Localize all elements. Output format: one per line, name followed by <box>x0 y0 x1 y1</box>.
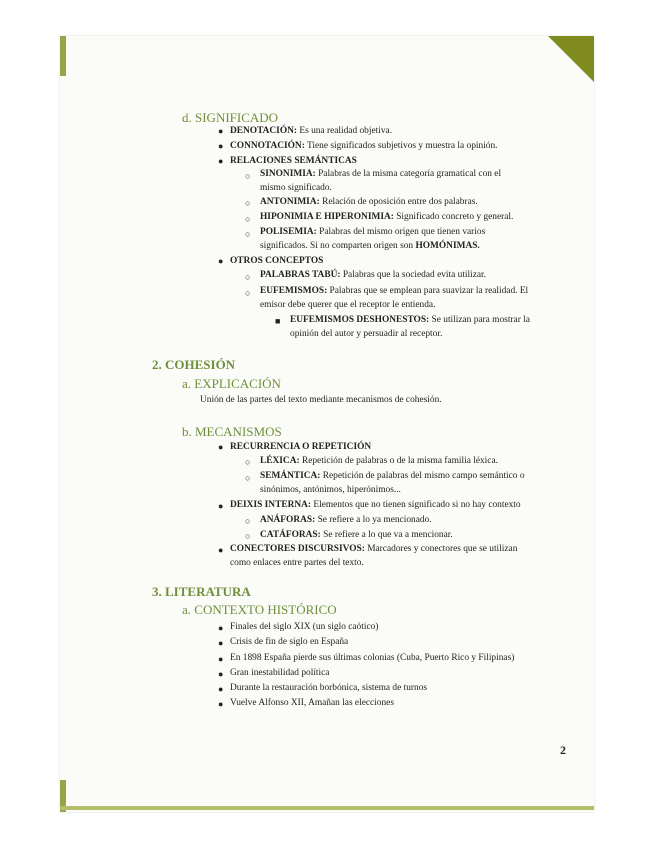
circle-bullet-icon: ○ <box>245 516 251 526</box>
list-item: PALABRAS TABÚ: Palabras que la sociedad evita utilizar. <box>260 270 487 280</box>
bullet-icon: ● <box>218 501 224 511</box>
bullet-icon: ● <box>218 684 224 694</box>
circle-bullet-icon: ○ <box>245 171 251 181</box>
page-number: 2 <box>560 743 566 757</box>
list-item: Vuelve Alfonso XII, Amañan las elecciones <box>230 698 394 708</box>
bullet-icon: ● <box>218 141 224 151</box>
bullet-icon: ● <box>218 699 224 709</box>
list-item: OTROS CONCEPTOS <box>230 256 324 266</box>
list-item: POLISEMIA: Palabras del mismo origen que tienen varios <box>260 227 486 237</box>
list-item: DEIXIS INTERNA: Elementos que no tienen significado si no hay contexto <box>230 500 521 510</box>
bullet-icon: ● <box>218 156 224 166</box>
list-item: En 1898 España pierde sus últimas colonias (Cuba, Puerto Rico y Filipinas) <box>230 653 515 663</box>
paragraph-text: Unión de las partes del texto mediante mecanismos de cohesión. <box>200 395 442 405</box>
subsection-heading-contexto: a. CONTEXTO HISTÓRICO <box>182 602 337 617</box>
list-item: EUFEMISMOS: Palabras que se emplean para suavizar la realidad. El <box>260 286 529 296</box>
circle-bullet-icon: ○ <box>245 229 251 239</box>
subsection-heading-explicacion: a. EXPLICACIÓN <box>182 376 281 391</box>
circle-bullet-icon: ○ <box>245 198 251 208</box>
list-item: RELACIONES SEMÁNTICAS <box>230 156 357 166</box>
list-item: ANTONIMIA: Relación de oposición entre dos palabras. <box>260 197 478 207</box>
list-item: CONECTORES DISCURSIVOS: Marcadores y conectores que se utilizan <box>230 544 518 554</box>
subsection-heading-mecanismos: b. MECANISMOS <box>182 424 282 439</box>
bullet-icon: ● <box>218 256 224 266</box>
list-item: CONNOTACIÓN: Tiene significados subjetivos y muestra la opinión. <box>230 141 498 151</box>
list-item: SINONIMIA: Palabras de la misma categoría gramatical con el <box>260 169 502 179</box>
bullet-icon: ● <box>218 545 224 555</box>
section-heading-significado: d. SIGNIFICADO <box>182 110 279 125</box>
bullet-icon: ● <box>218 623 224 633</box>
list-item: EUFEMISMOS DESHONESTOS: Se utilizan para mostrar la <box>290 315 530 325</box>
list-item: LÉXICA: Repetición de palabras o de la misma familia léxica. <box>260 456 498 466</box>
list-item: Crisis de fin de siglo en España <box>230 637 349 647</box>
bullet-icon: ● <box>218 126 224 136</box>
bullet-icon: ● <box>218 669 224 679</box>
list-item-continuation: emisor debe querer que el receptor le entienda. <box>260 300 436 310</box>
circle-bullet-icon: ○ <box>245 214 251 224</box>
bullet-icon: ● <box>218 442 224 452</box>
list-item-continuation: mismo significado. <box>260 183 332 193</box>
bullet-icon: ● <box>218 638 224 648</box>
square-bullet-icon: ■ <box>275 316 281 326</box>
list-item-continuation: opinión del autor y persuadir al receptor. <box>290 329 443 339</box>
circle-bullet-icon: ○ <box>245 473 251 483</box>
list-item: RECURRENCIA O REPETICIÓN <box>230 442 372 452</box>
circle-bullet-icon: ○ <box>245 531 251 541</box>
list-item: DENOTACIÓN: Es una realidad objetiva. <box>230 126 393 136</box>
corner-fold-decoration <box>548 36 594 82</box>
list-item: SEMÁNTICA: Repetición de palabras del mismo campo semántico o <box>260 471 525 481</box>
circle-bullet-icon: ○ <box>245 288 251 298</box>
list-item-continuation: como enlaces entre partes del texto. <box>230 558 364 568</box>
list-item: HIPONIMIA E HIPERONIMIA: Significado concreto y general. <box>260 212 514 222</box>
page-edge-decoration <box>60 36 66 76</box>
page-bottom-edge <box>60 806 594 810</box>
list-item-continuation: significados. Si no comparten origen son HOMÓNIMAS. <box>260 241 480 251</box>
list-item: Finales del siglo XIX (un siglo caótico) <box>230 622 379 632</box>
section-heading-literatura: 3. LITERATURA <box>152 584 251 599</box>
list-item: CATÁFORAS: Se refiere a lo que va a mencionar. <box>260 530 453 540</box>
circle-bullet-icon: ○ <box>245 457 251 467</box>
list-item: Durante la restauración borbónica, sistema de turnos <box>230 683 428 693</box>
bullet-icon: ● <box>218 654 224 664</box>
list-item-continuation: sinónimos, antónimos, hiperónimos... <box>260 485 401 495</box>
section-heading-cohesion: 2. COHESIÓN <box>152 357 236 372</box>
list-item: Gran inestabilidad política <box>230 668 330 678</box>
circle-bullet-icon: ○ <box>245 272 251 282</box>
list-item: ANÁFORAS: Se refiere a lo ya mencionado. <box>260 515 432 525</box>
